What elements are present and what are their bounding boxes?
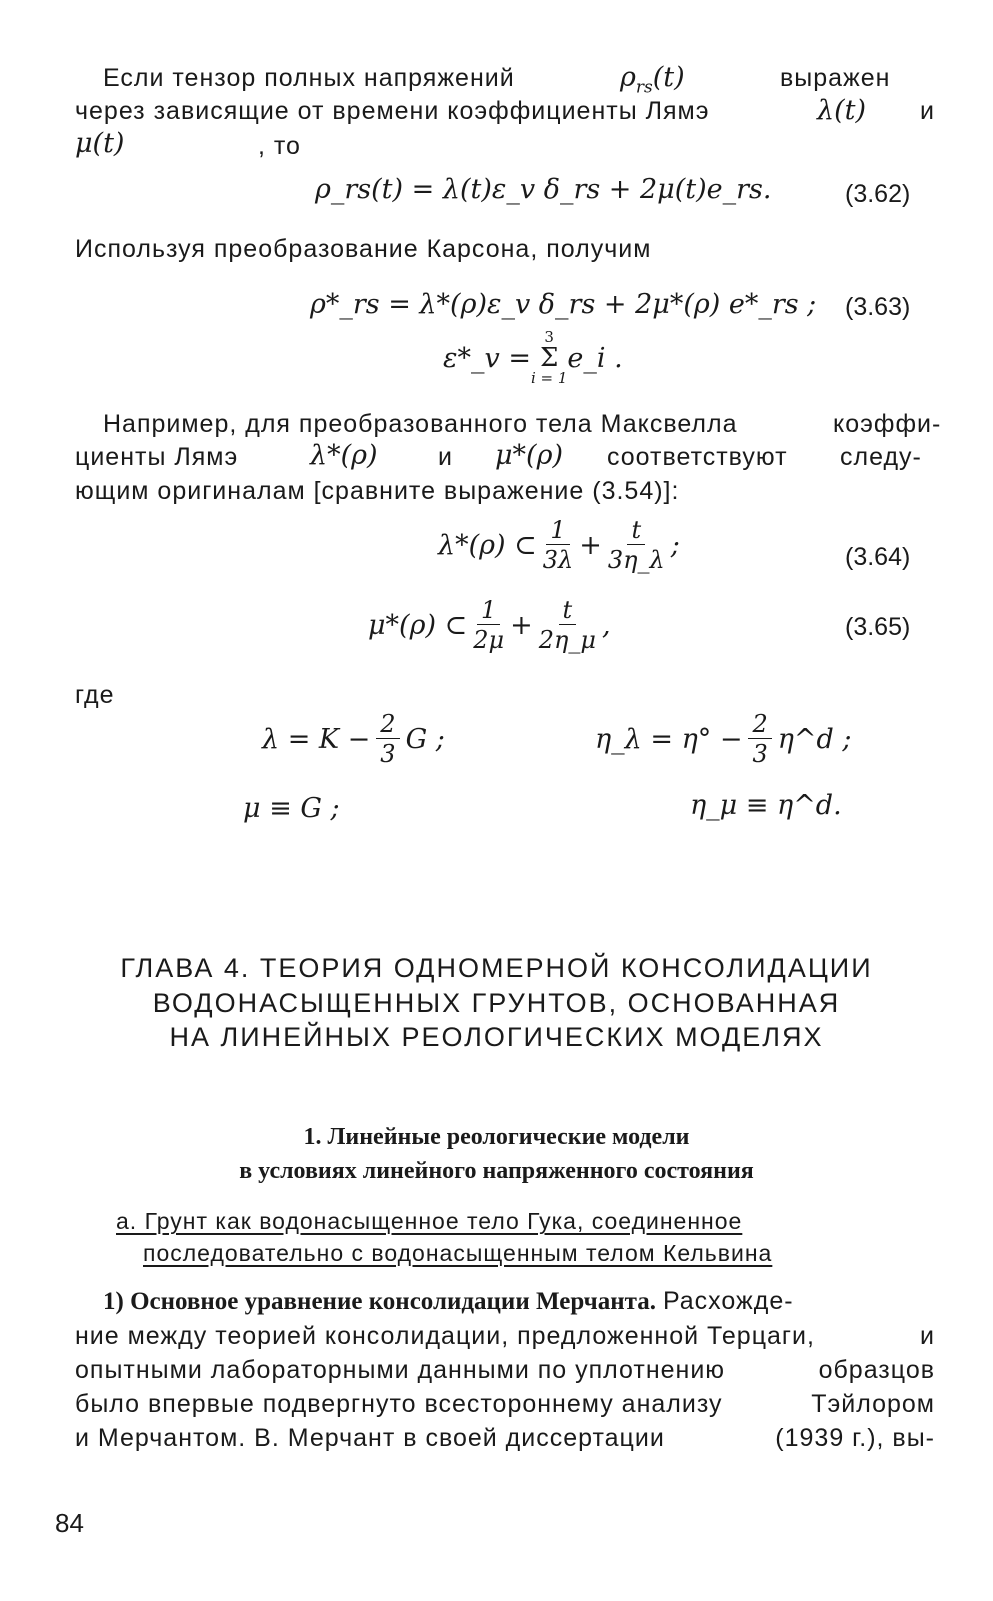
equation-number-3-62: (3.62) bbox=[845, 180, 911, 208]
chapter-title-line1: ГЛАВА 4. ТЕОРИЯ ОДНОМЕРНОЙ КОНСОЛИДАЦИИ bbox=[120, 953, 873, 983]
chapter-title-line3: НА ЛИНЕЙНЫХ РЕОЛОГИЧЕСКИХ МОДЕЛЯХ bbox=[169, 1022, 824, 1052]
p3-line2-a: циенты Лямэ bbox=[75, 443, 239, 471]
definition-mu: μ ≡ G ; bbox=[243, 793, 340, 824]
p4-line3: опытными лабораторными данными по уплотнению образцов bbox=[75, 1356, 935, 1384]
p1-line3-b: , то bbox=[258, 132, 301, 160]
page-number: 84 bbox=[55, 1508, 84, 1538]
where-label: где bbox=[75, 681, 115, 709]
p4-line5: и Мерчантом. В. Мерчант в своей диссертации (1939 г.), вы- bbox=[75, 1424, 935, 1452]
section-title-line1: 1. Линейные реологические модели bbox=[303, 1124, 690, 1150]
p3-line2-e: соответствуют bbox=[607, 443, 788, 471]
subsection-line1: а. Грунт как водонасыщенное тело Гука, соединенное bbox=[116, 1208, 743, 1234]
section-title-line2: в условиях линейного напряженного состояния bbox=[239, 1158, 754, 1184]
p1-line2-lambda: λ(t) bbox=[817, 95, 867, 126]
p1-line1-a: Если тензор полных напряжений bbox=[103, 64, 515, 92]
equation-3-64: λ*(ρ) ⊂ $\frac{1}{3\lambda}$ + $\frac{t}{3\eta\_\lambda}$ ; bbox=[438, 516, 680, 574]
p4-line4: было впервые подвергнуто всестороннему анализу Тэйлором bbox=[75, 1390, 935, 1418]
p3-line3: ющим оригиналам [сравните выражение (3.54)]: bbox=[75, 477, 680, 505]
p4-line1: 1) Основное уравнение консолидации Мерчанта. Расхожде- bbox=[103, 1287, 794, 1315]
p1-line1-tensor: $\rho_{rs}(t)$ bbox=[620, 62, 685, 98]
equation-epsilon-sum: ε*_v = 3 Σ i = 1 e_i . bbox=[443, 328, 623, 387]
equation-number-3-64: (3.64) bbox=[845, 543, 911, 571]
p3-line1-b: коэффи- bbox=[833, 410, 942, 438]
p1-line1-e: выражен bbox=[780, 64, 891, 92]
p2-text: Используя преобразование Карсона, получим bbox=[75, 235, 652, 263]
chapter-title-line2: ВОДОНАСЫЩЕННЫХ ГРУНТОВ, ОСНОВАННАЯ bbox=[152, 988, 841, 1018]
equation-3-62: ρ_rs(t) = λ(t)ε_v δ_rs + 2μ(t)e_rs. bbox=[315, 174, 772, 205]
definition-eta-mu: η_μ ≡ η^d. bbox=[690, 790, 842, 821]
p3-line2-mu: μ*(ρ) bbox=[495, 440, 563, 471]
equation-number-3-63: (3.63) bbox=[845, 293, 911, 321]
equation-number-3-65: (3.65) bbox=[845, 613, 911, 641]
equation-3-65: μ*(ρ) ⊂ $\frac{1}{2\mu}$ + $\frac{t}{2\eta\_\mu}$ , bbox=[368, 596, 611, 654]
definition-eta-lambda: η_λ = η° − $\frac{2}{3}$ η^d ; bbox=[595, 710, 852, 768]
p3-line2-lambda: λ*(ρ) bbox=[310, 440, 378, 471]
equation-3-63: ρ*_rs = λ*(ρ)ε_v δ_rs + 2μ*(ρ) e*_rs ; bbox=[310, 289, 817, 320]
p3-line2-and: и bbox=[438, 443, 453, 471]
p1-line2-and: и bbox=[920, 97, 935, 125]
p1-line3-mu: μ(t) bbox=[75, 128, 125, 159]
p4-line2: ние между теорией консолидации, предложенной Терцаги, и bbox=[75, 1322, 935, 1350]
p1-line2-a: через зависящие от времени коэффициенты Лямэ bbox=[75, 97, 710, 125]
subsection-line2: последовательно с водонасыщенным телом Кельвина bbox=[143, 1240, 773, 1266]
definition-lambda: λ = K − $\frac{2}{3}$ G ; bbox=[262, 710, 445, 768]
p3-line2-f: следу- bbox=[840, 443, 922, 471]
p3-line1-a: Например, для преобразованного тела Максвелла bbox=[103, 410, 738, 438]
